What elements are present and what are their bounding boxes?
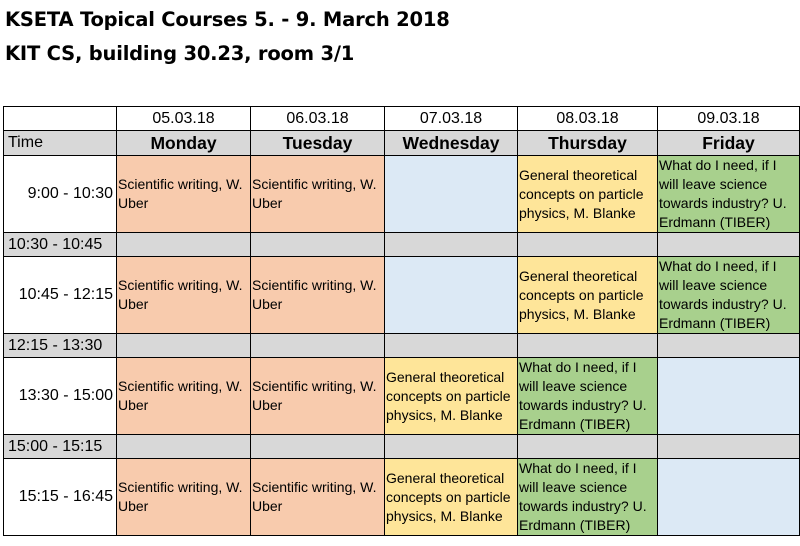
break-time: 15:00 - 15:15 [4, 435, 117, 459]
break-cell [518, 334, 658, 358]
break-cell [385, 435, 518, 459]
session-cell-particle: General theoretical concepts on particle physics, M. Blanke [518, 156, 658, 233]
break-time: 10:30 - 10:45 [4, 233, 117, 257]
break-cell [658, 233, 800, 257]
session-cell-empty [385, 257, 518, 334]
session-cell-writing: Scientific writing, W. Uber [251, 257, 385, 334]
session-cell-industry: What do I need, if I will leave science towards industry? U. Erdmann (TIBER) [658, 156, 800, 233]
session-row [4, 156, 800, 233]
session-cell-writing: Scientific writing, W. Uber [251, 358, 385, 435]
session-cell-industry: What do I need, if I will leave science towards industry? U. Erdmann (TIBER) [518, 358, 658, 435]
day-wednesday: Wednesday [385, 131, 518, 156]
session-cell-writing: Scientific writing, W. Uber [117, 156, 251, 233]
break-cell [251, 334, 385, 358]
break-cell [251, 233, 385, 257]
date-wednesday: 07.03.18 [385, 107, 518, 131]
session-cell-writing: Scientific writing, W. Uber [117, 358, 251, 435]
break-cell [658, 435, 800, 459]
schedule-body [4, 107, 800, 536]
page-title: KSETA Topical Courses 5. - 9. March 2018 [5, 8, 450, 31]
session-time: 13:30 - 15:00 [4, 358, 117, 435]
session-cell-particle: General theoretical concepts on particle physics, M. Blanke [385, 459, 518, 536]
session-cell-particle: General theoretical concepts on particle physics, M. Blanke [518, 257, 658, 334]
break-cell [518, 435, 658, 459]
session-cell-empty [385, 156, 518, 233]
break-cell [658, 334, 800, 358]
break-row [4, 334, 800, 358]
break-cell [117, 334, 251, 358]
session-cell-empty [658, 358, 800, 435]
session-row [4, 459, 800, 536]
session-cell-writing: Scientific writing, W. Uber [117, 257, 251, 334]
time-header: Time [4, 131, 117, 156]
session-time: 10:45 - 12:15 [4, 257, 117, 334]
date-thursday: 08.03.18 [518, 107, 658, 131]
break-time: 12:15 - 13:30 [4, 334, 117, 358]
session-row [4, 358, 800, 435]
break-cell [385, 233, 518, 257]
day-tuesday: Tuesday [251, 131, 385, 156]
session-cell-industry: What do I need, if I will leave science towards industry? U. Erdmann (TIBER) [518, 459, 658, 536]
corner-cell [4, 107, 117, 131]
date-friday: 09.03.18 [658, 107, 800, 131]
schedule-table [3, 106, 800, 536]
session-time: 15:15 - 16:45 [4, 459, 117, 536]
session-time: 9:00 - 10:30 [4, 156, 117, 233]
session-cell-empty [658, 459, 800, 536]
session-cell-writing: Scientific writing, W. Uber [251, 459, 385, 536]
session-cell-industry: What do I need, if I will leave science towards industry? U. Erdmann (TIBER) [658, 257, 800, 334]
break-cell [117, 435, 251, 459]
session-cell-particle: General theoretical concepts on particle physics, M. Blanke [385, 358, 518, 435]
day-thursday: Thursday [518, 131, 658, 156]
break-cell [251, 435, 385, 459]
session-cell-writing: Scientific writing, W. Uber [251, 156, 385, 233]
day-monday: Monday [117, 131, 251, 156]
date-tuesday: 06.03.18 [251, 107, 385, 131]
date-row [4, 107, 800, 131]
page-subtitle: KIT CS, building 30.23, room 3/1 [5, 42, 355, 65]
break-cell [385, 334, 518, 358]
break-row [4, 233, 800, 257]
day-friday: Friday [658, 131, 800, 156]
date-monday: 05.03.18 [117, 107, 251, 131]
session-row [4, 257, 800, 334]
break-cell [518, 233, 658, 257]
session-cell-writing: Scientific writing, W. Uber [117, 459, 251, 536]
day-row [4, 131, 800, 156]
break-cell [117, 233, 251, 257]
break-row [4, 435, 800, 459]
